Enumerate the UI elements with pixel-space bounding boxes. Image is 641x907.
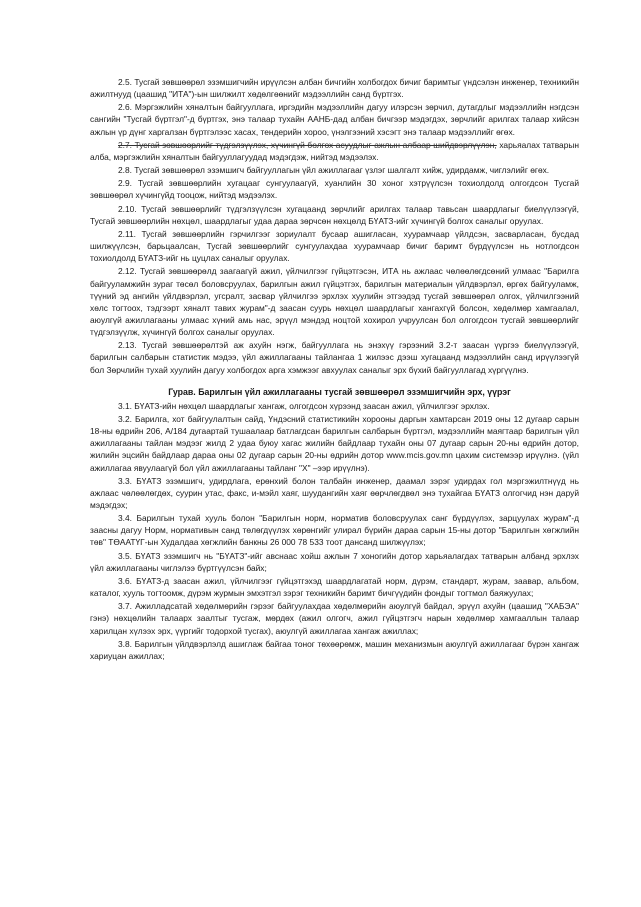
clause-3-3: 3.3. БҮАТЗ эзэмшигч, удирдлага, ерөнхий болон талбайн инженер, даамал зэрэг удирдах гол мэргэжилтнүүд нь ажлаас чөлөөлөгдөх, суурин утас, факс, и-мэйл хаяг, шуудангийн хаяг өөрчлөгдвөл энэ тухайгаа БҮАТЗ олгогчид нэн даруй мэдэгдэх;	[90, 475, 579, 510]
clause-2-12: 2.12. Тусгай зөвшөөрөлд заагаагүй ажил, үйлчилгээг гүйцэтгэсэн, ИТА нь ажлаас чөлөөлөгдсөний улмаас "Барилга байгууламжийн зураг төсөл боловсруулах, барилгын ажил гүйцэтгэх, барилгын материалын үйлдвэрлэл, өргөх байгууламж, түүний эд ангийн үйлдвэрлэл, угсралт, засвар үйлчилгээ эрхлэх хуулийн этгээдэд тусгай зөвшөөрөл олгох, үйлчилгээний хөлс тогтоох, тэдгээрт хяналт тавих журам"-д заасан суурь нөхцөл шаардлагыг хангахгүй болсон, хөдөлмөр хамгаалал, аюулгүй ажиллагааны улмаас хүний амь нас, эрүүл мэндэд ноцтой хохирол учруулсан бол олгогдсон тусгай зөвшөөрлийг түдгэлзүүлж, хүчингүй болгох саналыг оруулах.	[90, 266, 579, 338]
clause-2-9: 2.9. Тусгай зөвшөөрлийн хугацааг сунгуулаагүй, хуанлийн 30 хоног хэтрүүлсэн тохиолдолд олгогдсон Тусгай зөвшөөрөл хүчингүйд тооцож, нийтэд мэдээлэх.	[90, 178, 579, 201]
clause-2-13: 2.13. Тусгай зөвшөөрөлтэй аж ахуйн нэгж, байгууллага нь энэхүү гэрээний 3.2-т заасан үүргээ биелүүлээгүй, барилгын салбарын статистик мэдээ, үйл ажиллагааны тайлангаа 1 жилээс дээш хугацаанд мэдээллийн санд ирүүлээгүй бол Зөрчлийн тухай хуулийн дагуу холбогдох арга хэмжээг авхуулах саналыг эрх бүхий байгууллагад хүргүүлнэ.	[90, 340, 579, 375]
clause-3-2: 3.2. Барилга, хот байгуулалтын сайд, Үндэсний статистикийн хорооны даргын хамтарсан 2019 оны 12 дугаар сарын 18-ны өдрийн 206, А/184 дугаартай тушаалаар батлагдсан барилгын салбарын бүртгэл, мэдээллийн маягтаар барилгын үйл ажиллагааны тайлан мэдээг жилд 2 удаа буюу хагас жилийн байдлаар тухайн оны 07 дугаар сарын 20-ны өдрийн дотор, жилийн эцсийн байдлаар дараа оны 02 дугаар сарын 20-ны өдрийн дотор www.mcis.gov.mn цахим системээр ирүүлнэ. (үйл ажиллагаа явуулаагүй бол үйл ажиллагааны тайланг "Х" –ээр ирүүлнэ).	[90, 413, 579, 473]
clauses-section-2	[90, 76, 579, 376]
clauses-section-3	[90, 400, 579, 662]
clause-2-10: 2.10. Тусгай зөвшөөрлийг түдгэлзүүлсэн хугацаанд зөрчлийг арилгах талаар тавьсан шаардлагыг биелүүлээгүй, Тусгай зөвшөөрлийн нөхцөл, шаардлагыг удаа дараа зөрчсөн нөхцөлд БҮАТЗ-ийг хүчингүй болгох саналыг оруулах.	[90, 203, 579, 226]
clause-2-5: 2.5. Тусгай зөвшөөрөл эзэмшигчийн ирүүлсэн албан бичгийн холбогдох бичиг баримтыг үндсэлэн инженер, техникийн ажилтнууд (цаашид "ИТА")-ын шилжилт хөдөлгөөнийг мэдээллийн санд бүртгэх.	[90, 77, 579, 100]
clause-3-8: 3.8. Барилгын үйлдвэрлэлд ашиглаж байгаа тоног төхөөрөмж, машин механизмын аюулгүй ажиллагааг бүрэн хангаж хариуцан ажиллах;	[90, 638, 579, 661]
clause-3-4: 3.4. Барилгын тухай хууль болон "Барилгын норм, норматив боловсруулах санг бүрдүүлэх, зарцуулах журам"-д заасны дагуу Норм, нормативын санд төлөгдүүлэх хөрөнгийг улирал бүрийн дараа сарын 15-ны дотор "Барилгын хөгжлийн төв" ТӨААТҮГ-ын Худалдаа хөгжлийн банкны 26 000 78 533 тоот дансанд шилжүүлэх;	[90, 513, 579, 548]
clause-3-6: 3.6. БҮАТЗ-д заасан ажил, үйлчилгээг гүйцэтгэхэд шаардлагатай норм, дүрэм, стандарт, журам, заавар, альбом, каталог, хууль тогтоомж, дүрэм журмын эмхэтгэл зэрэг техникийн баримт бичгүүдийн фондыг тогтмол баяжуулах;	[90, 575, 579, 599]
clause-2-7	[90, 139, 579, 163]
struck-text: 2.7. Тусгай зөвшөөрлийг түдгэлзүүлэх, хүчингүй болгох асуудлыг ажлын албаар шийдвэрлүүлэн,	[118, 139, 497, 150]
clause-3-5: 3.5. БҮАТЗ эзэмшигч нь "БҮАТЗ"-ийг авснаас хойш ажлын 7 хоногийн дотор харьяалагдах татварын албанд эрхлэх үйл ажиллагааны чиглэлээ бүртгүүлсэн байх;	[90, 550, 579, 573]
clause-3-7: 3.7. Ажилладсатай хөдөлмөрийн гэрээг байгуулахдаа хөдөлмөрийн аюулгүй байдал, эрүүл ахуйн (цаашид "ХАБЭА" гэнэ) нөхцөлийн талаарх заалтыг тусгаж, мөрдөх (ажил олгогч, ажил гүйцэтгэгч нарын хөдөлмөр хамгааллын талаар харилцан хүлээх эрх, үүргийг тодорхой тусгах), аюулгүй ажиллагаа хангаж ажиллах;	[90, 601, 579, 636]
clause-2-6: 2.6. Мэргэжлийн хяналтын байгууллага, иргэдийн мэдээллийн дагуу илэрсэн зөрчил, дутагдлыг мэдээллийн нэгдсэн сангийн "Тусгай бүртгэл"-д бүртгэх, энэ талаар тухайн ААНБ-дад албан бичгээр мэдэгдэх, зөрчлийг арилгах талаар хийсэн ажлын үр дүнг харгалзан бүртгэлээс хасах, тендерийн хороо, үнэлгээний хэсэгт энэ талаар мэдээллийг өгөх.	[90, 102, 579, 137]
clause-3-1: 3.1. БҮАТЗ-ийн нөхцөл шаардлагыг хангаж, олгогдсон хүрээнд заасан ажил, үйлчилгээг эрхлэх.	[118, 400, 490, 411]
clause-2-11: 2.11. Тусгай зөвшөөрлийн гэрчилгээг зориулалт бусаар ашигласан, хуурамчаар үйлдсэн, засварласан, бусдад шилжүүлсэн, барьцаалсан, Тусгай зөвшөөрлийг сунгуулахдаа хуурамчаар бичиг баримт бүрдүүлсэн нь нотлогдсон тохиолдолд БҮАТЗ-ийг нь цуцлах саналыг оруулах.	[90, 228, 579, 264]
clause-2-8: 2.8. Тусгай зөвшөөрөл эзэмшигч байгууллагын үйл ажиллагааг үзлэг шалгалт хийж, удирдамж, чиглэлийг өгөх.	[118, 165, 550, 176]
section-heading: Гурав. Барилгын үйл ажиллагааны тусгай зөвшөөрөл эзэмшигчийн эрх, үүрэг	[168, 386, 511, 397]
clause-2-7-rest: харьяалах татварын алба, мэргэжлийн хяналтын байгууллагуудад мэдэгдэж, нийтэд мэдээлэх.	[90, 139, 580, 162]
